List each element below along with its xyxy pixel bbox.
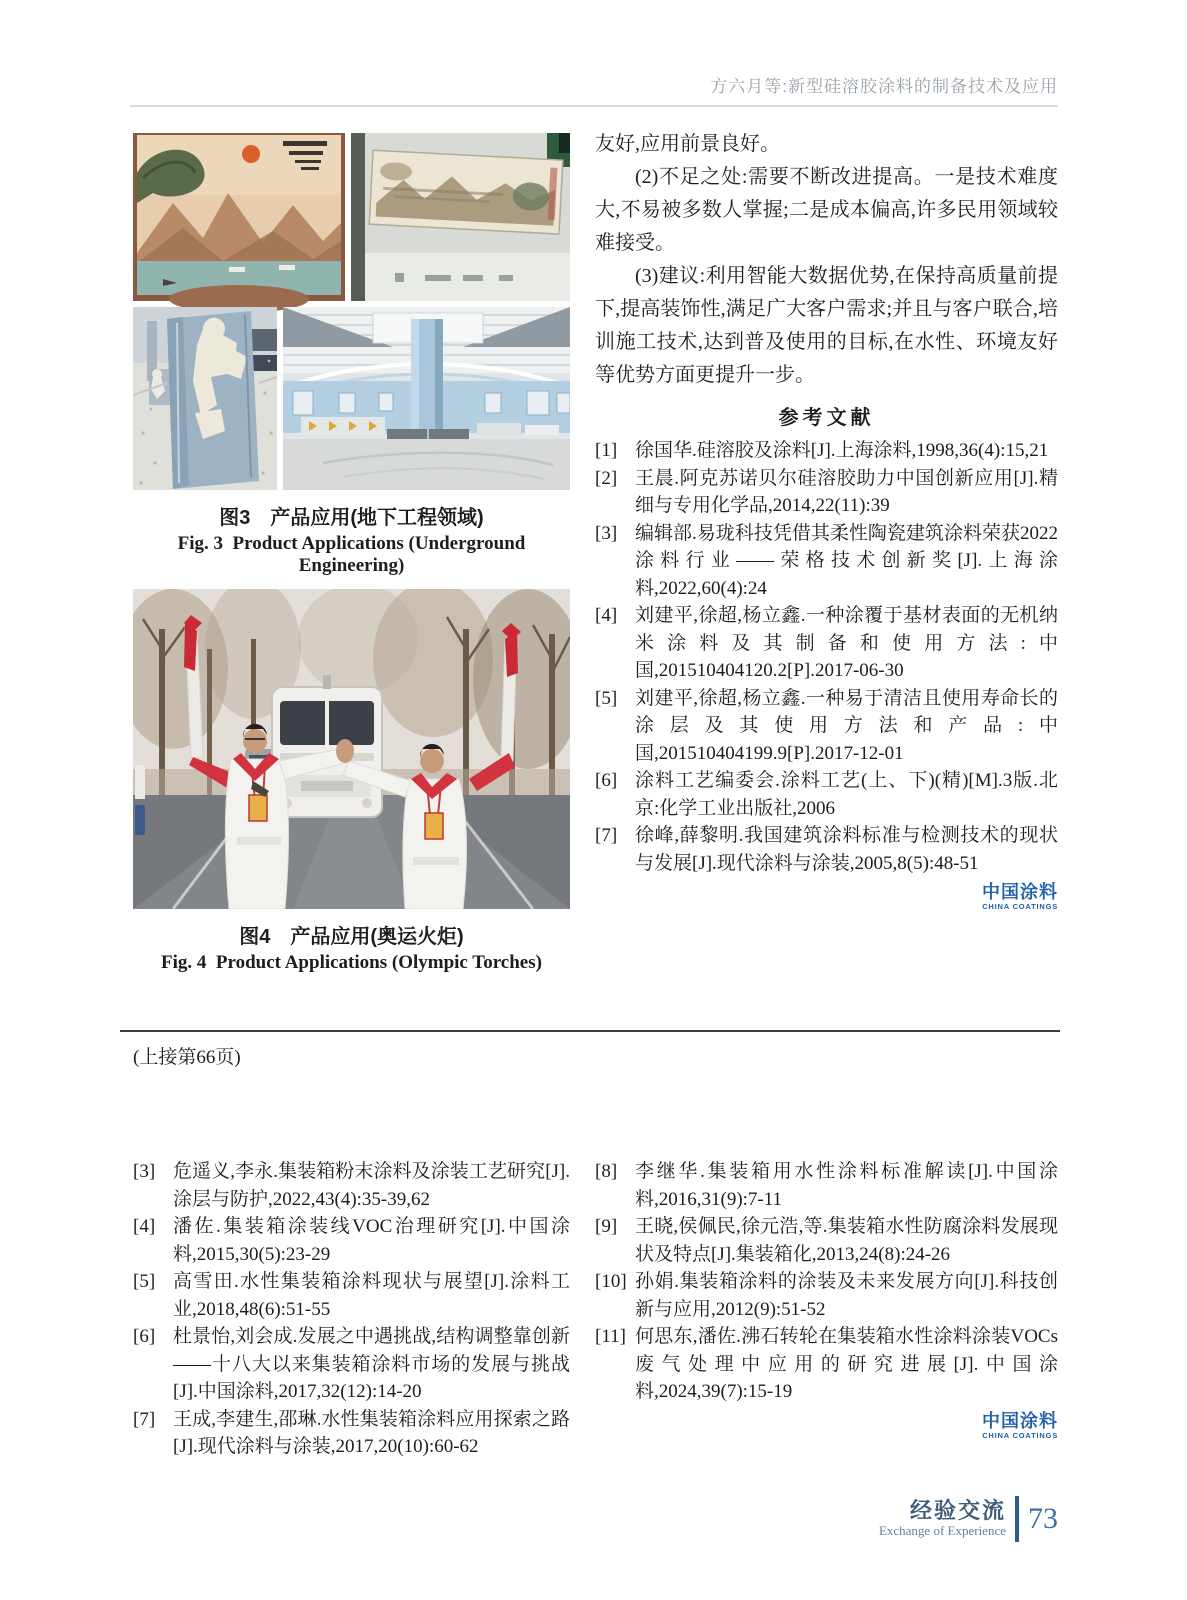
footer-section-name (879, 1499, 1006, 1539)
paragraph-continuation: 友好,应用前景良好。 (595, 133, 780, 155)
reference-label: [4] (595, 605, 618, 626)
reference-text: 王晓,侯佩民,徐元浩,等.集装箱水性防腐涂料发展现状及特点[J].集装箱化,2013,24(8):24-26 (635, 1216, 1058, 1265)
reference-label: [4] (133, 1216, 156, 1237)
fig3-caption-zh: 图3 产品应用(地下工程领域) (219, 507, 484, 529)
reference-item (595, 685, 1058, 768)
fare-gates (301, 417, 385, 435)
paragraph-suggestions: (3)建议:利用智能大数据优势,在保持高质量前提下,提高装饰性,满足广大客户需求;并且与客户联合,培训施工技术,达到普及使用的目标,在水性、环境友好等优势方面更提升一步。 (595, 265, 1058, 386)
right-column (595, 128, 1058, 911)
reference-item (133, 1158, 570, 1213)
painting-panel-photo (133, 133, 345, 313)
reference-text: 徐峰,薛黎明.我国建筑涂料标准与检测技术的现状与发展[J].现代涂料与涂装,2005,8(5):48-51 (635, 825, 1058, 874)
continued-references-right (595, 1158, 1058, 1439)
station-hall-photo (283, 307, 570, 490)
paragraph-shortcomings: (2)不足之处:需要不断改进提高。一是技术难度大,不易被多数人掌握;二是成本偏高,许多民用领域较难接受。 (595, 166, 1058, 254)
section-divider-rule (120, 1030, 1060, 1032)
reference-label: [7] (133, 1408, 156, 1430)
reference-label: [2] (595, 467, 618, 489)
fig4-caption-en: Fig. 4 Product Applications (Olympic Torches) (161, 952, 542, 973)
silhouette-pillar (167, 311, 259, 489)
china-coatings-logo (595, 883, 1058, 911)
reference-label: [7] (595, 825, 618, 846)
references-heading: 参考文献 (778, 407, 875, 429)
reference-text: 王成,李建生,邵琳.水性集装箱涂料应用探索之路[J].现代涂料与涂装,2017,20(10):60-62 (173, 1408, 570, 1457)
reference-item (595, 1158, 1058, 1213)
reference-item (595, 767, 1058, 822)
fig4-caption-zh: 图4 产品应用(奥运火炬) (239, 926, 464, 948)
reference-text: 杜景怡,刘会成.发展之中遇挑战,结构调整靠创新——十八大以来集装箱涂料市场的发展与挑战[J].中国涂料,2017,32(12):14-20 (173, 1326, 570, 1402)
reference-item (595, 602, 1058, 685)
china-coatings-logo-en: CHINA COATINGS (982, 1430, 1058, 1440)
continuation-note: (上接第66页) (133, 1047, 241, 1068)
reference-text: 何思东,潘佐.沸石转轮在集装箱水性涂料涂装VOCs废气处理中应用的研究进展[J].中国涂料,2024,39(7):15-19 (635, 1326, 1058, 1402)
reference-item (595, 1268, 1058, 1323)
running-header: 方六月等:新型硅溶胶涂料的制备技术及应用 (130, 72, 1058, 107)
pillar-photo (133, 307, 277, 490)
reference-item (133, 1406, 570, 1461)
reference-text: 孙娟.集装箱涂料的涂装及未来发展方向[J].科技创新与应用,2012(9):51-52 (635, 1271, 1058, 1320)
reference-item (133, 1213, 570, 1268)
reference-text: 王晨.阿克苏诺贝尔硅溶胶助力中国创新应用[J].精细与专用化学品,2014,22(11):39 (635, 467, 1058, 516)
reference-item (595, 437, 1058, 465)
reference-label: [6] (133, 1326, 156, 1347)
china-coatings-logo-zh: 中国涂料 (982, 1410, 1058, 1431)
footer-divider-bar (1015, 1496, 1019, 1542)
china-coatings-logo (595, 1412, 1058, 1440)
references-list (595, 437, 1058, 877)
reference-item (595, 822, 1058, 877)
footer-section-zh: 经验交流 (909, 1498, 1006, 1524)
figure4-photo (133, 589, 570, 909)
china-coatings-logo-en: CHINA COATINGS (982, 902, 1058, 911)
wall-mural-photo (351, 133, 570, 301)
high-five-hands (336, 739, 354, 763)
reference-text: 刘建平,徐超,杨立鑫.一种易于清洁且使用寿命长的涂层及其使用方法和产品:中国,201510404199.9[P].2017-12-01 (635, 687, 1058, 764)
reference-item (133, 1268, 570, 1323)
reference-label: [8] (595, 1161, 618, 1182)
fig3-caption-en: Fig. 3 Product Applications (Underground Engineering) (177, 533, 531, 576)
left-column (133, 133, 570, 974)
reference-text: 危遥义,李永.集装箱粉末涂料及涂装工艺研究[J].涂层与防护,2022,43(4):35-39,62 (173, 1161, 570, 1210)
reference-text: 涂料工艺编委会.涂料工艺(上、下)(精)[M].3版.北京:化学工业出版社,2006 (635, 770, 1058, 819)
reference-item (595, 1213, 1058, 1268)
reference-text: 李继华.集装箱用水性涂料标准解读[J].中国涂料,2016,31(9):7-11 (635, 1161, 1058, 1210)
reference-label: [10] (595, 1271, 627, 1292)
reference-label: [5] (595, 687, 618, 709)
footer-section-en: Exchange of Experience (878, 1523, 1006, 1539)
reference-label: [11] (595, 1326, 626, 1347)
reference-text: 编辑部.易珑科技凭借其柔性陶瓷建筑涂料荣获2022涂料行业——荣格技术创新奖[J].上海涂料,2022,60(4):24 (635, 522, 1058, 599)
reference-text: 刘建平,徐超,杨立鑫.一种涂覆于基材表面的无机纳米涂料及其制备和使用方法:中国,201510404120.2[P].2017-06-30 (635, 605, 1058, 681)
reference-item (595, 520, 1058, 603)
page-footer (879, 1496, 1058, 1542)
reference-label: [5] (133, 1271, 156, 1292)
reference-label: [3] (595, 522, 618, 544)
reference-text: 潘佐.集装箱涂装线VOC治理研究[J].中国涂料,2015,30(5):23-29 (173, 1216, 570, 1265)
page-number: 73 (1028, 1502, 1058, 1535)
reference-item (595, 465, 1058, 520)
china-coatings-logo-zh: 中国涂料 (982, 882, 1058, 902)
reference-label: [1] (595, 440, 618, 461)
reference-label: [6] (595, 770, 618, 791)
reference-label: [9] (595, 1216, 618, 1237)
reference-item (595, 1323, 1058, 1406)
reference-label: [3] (133, 1161, 156, 1182)
center-pillar (411, 319, 443, 443)
reference-text: 高雪田.水性集装箱涂料现状与展望[J].涂料工业,2018,48(6):51-55 (173, 1271, 570, 1320)
continued-references-left (133, 1158, 570, 1461)
figure3-collage-image (133, 133, 570, 490)
reference-item (133, 1323, 570, 1406)
reference-text: 徐国华.硅溶胶及涂料[J].上海涂料,1998,36(4):15,21 (635, 440, 1049, 461)
